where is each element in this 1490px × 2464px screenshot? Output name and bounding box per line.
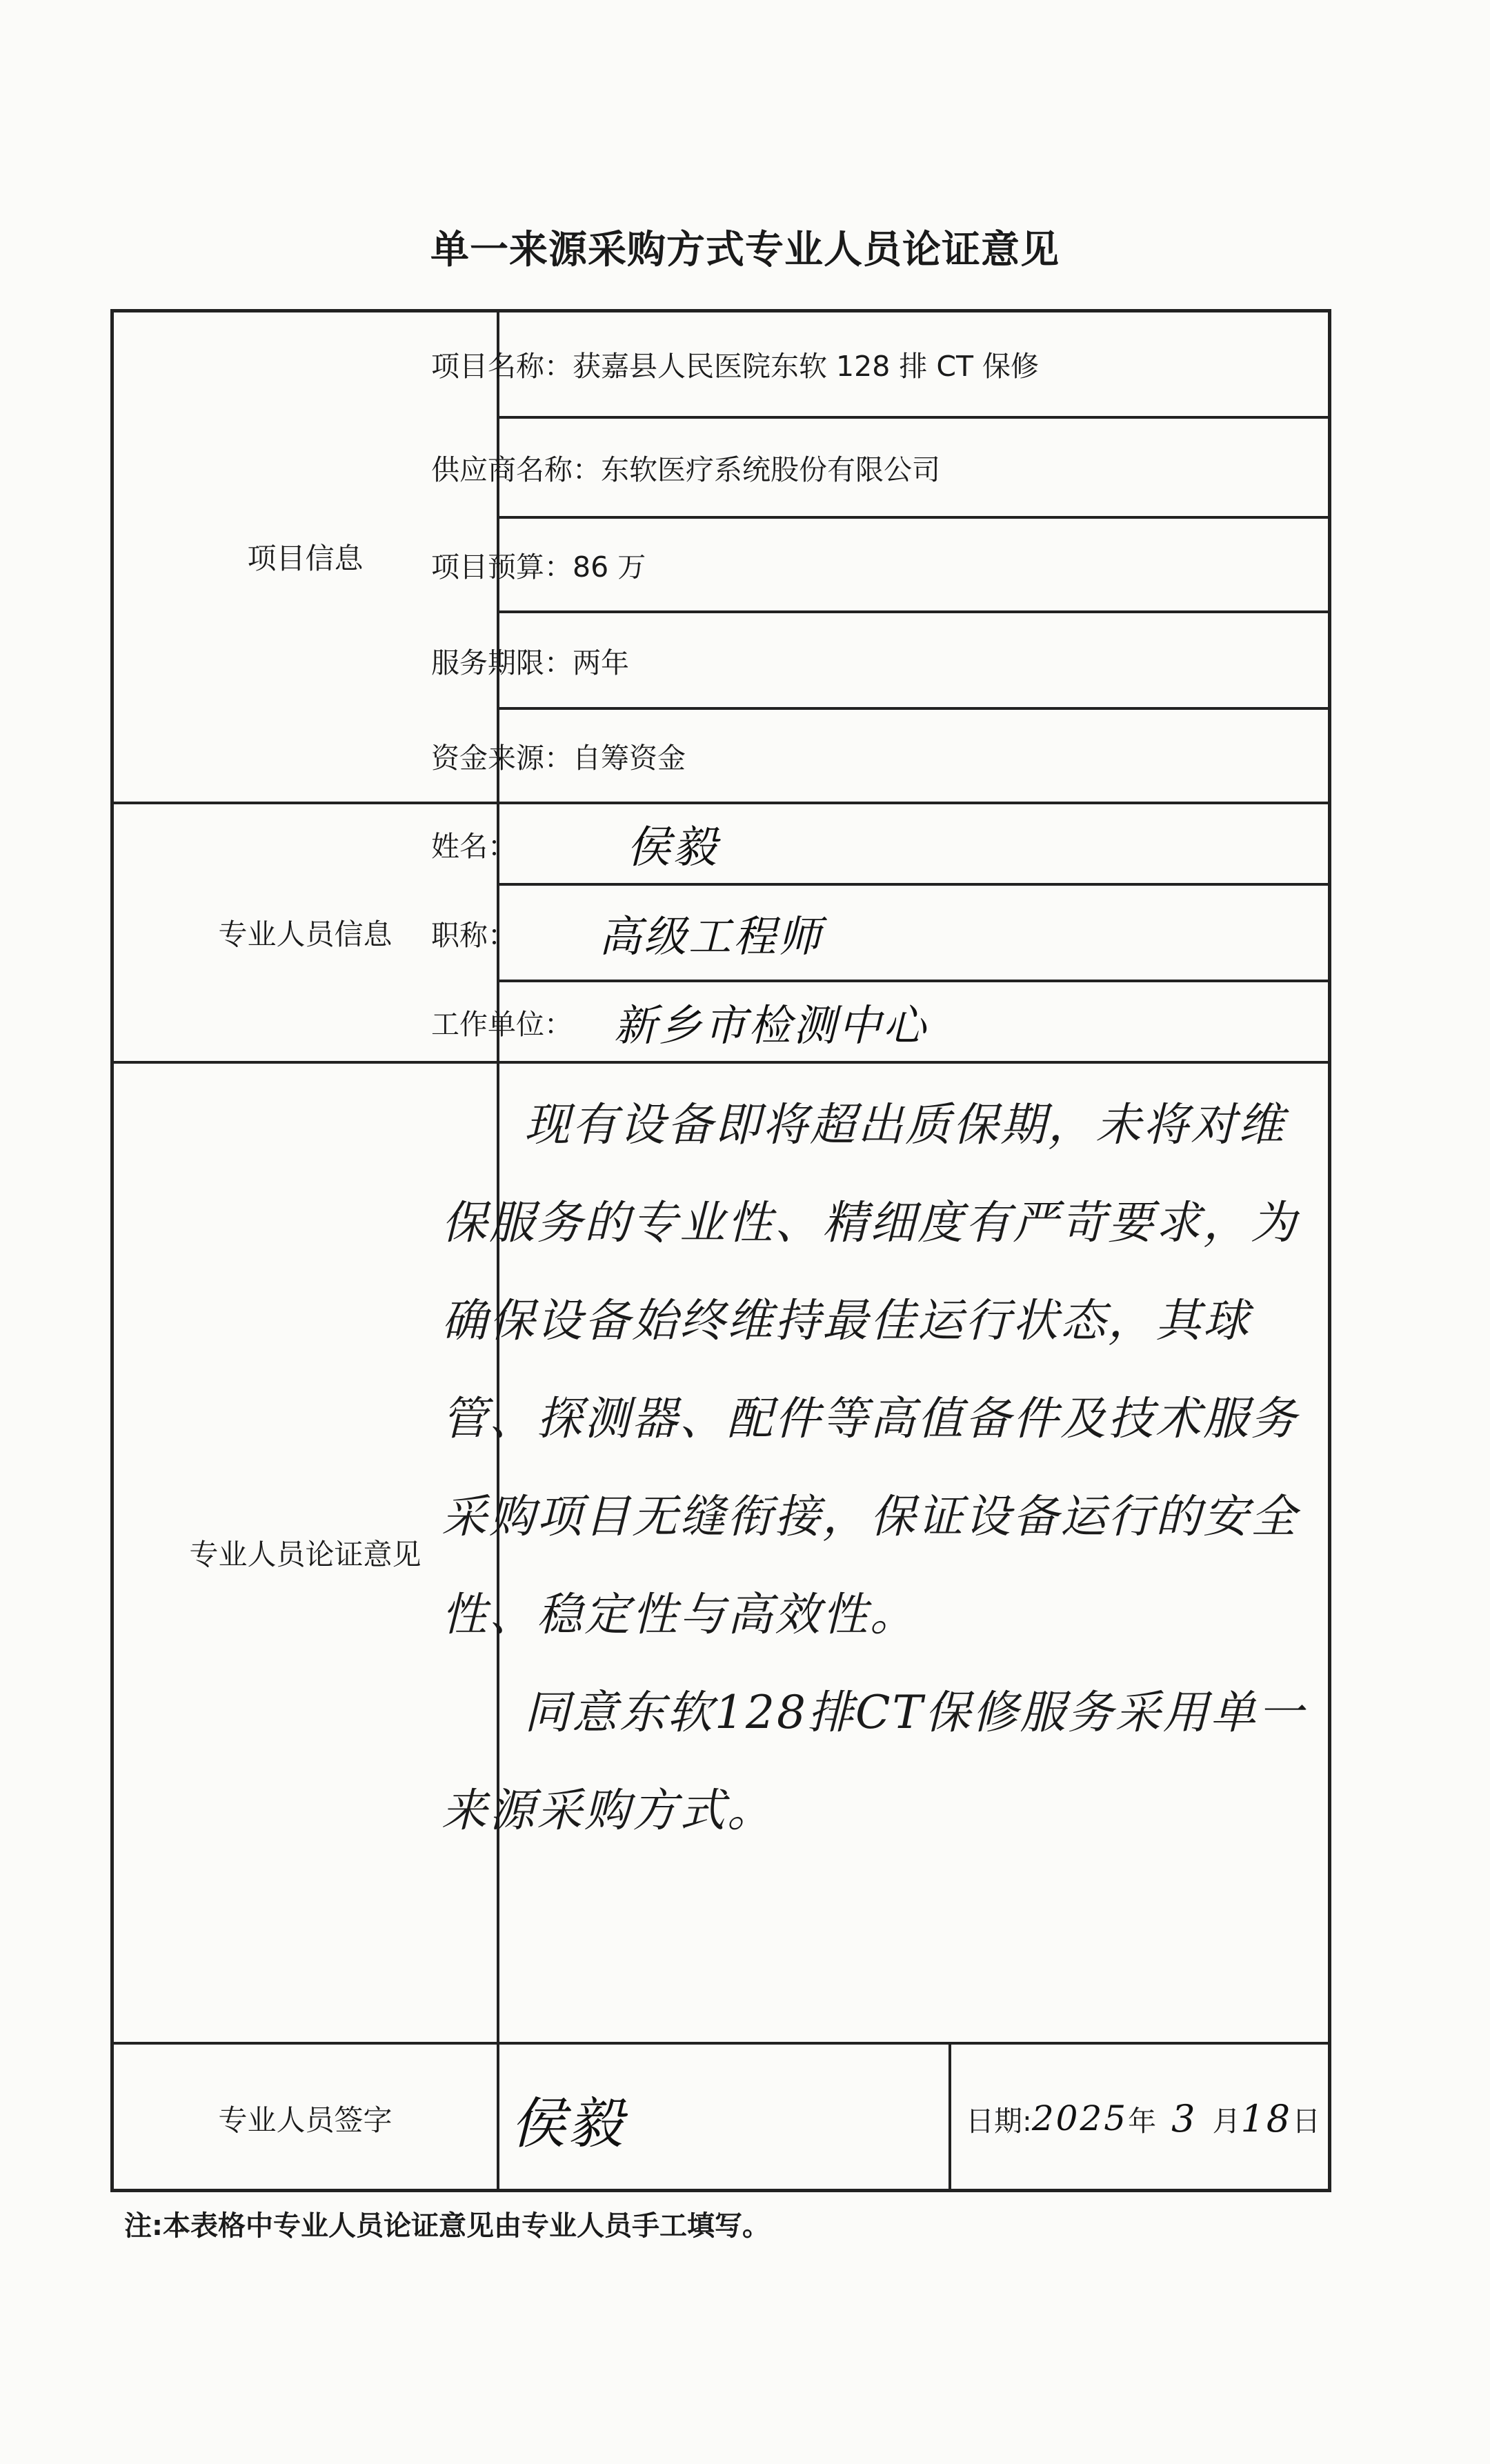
date-year: 2025 xyxy=(1031,2098,1129,2138)
date-day: 18 xyxy=(1240,2096,1293,2140)
footnote: 注:本表格中专业人员论证意见由专业人员手工填写。 xyxy=(124,2210,770,2242)
supplier-label: 供应商名称： xyxy=(431,453,601,486)
fund-source-field xyxy=(431,710,686,802)
fund-source-label: 资金来源： xyxy=(431,742,573,775)
section-label-expert-signature: 专业人员签字 xyxy=(218,2103,393,2137)
date-column-divider xyxy=(948,2042,951,2192)
section-label-expert-info: 专业人员信息 xyxy=(218,917,393,951)
service-period-value: 两年 xyxy=(573,646,629,679)
expert-signature-value: 侯毅 xyxy=(510,2091,625,2156)
expert-name-field xyxy=(431,804,1321,883)
opinion-paragraph-2: 同意东软128排CT保修服务采用单一来源采购方式。 xyxy=(441,1686,1306,1837)
date-year-unit: 年 xyxy=(1128,2104,1157,2138)
section-label-project-info: 项目信息 xyxy=(247,542,364,575)
project-name-label: 项目名称： xyxy=(431,350,573,383)
expert-name-value: 侯毅 xyxy=(626,822,719,873)
date-month: 3 xyxy=(1171,2096,1198,2140)
service-period-label: 服务期限： xyxy=(431,646,573,679)
document-title: 单一来源采购方式专业人员论证意见 xyxy=(430,227,1060,272)
supplier-field xyxy=(431,419,940,516)
date-label: 日期: xyxy=(966,2104,1032,2138)
service-period-field xyxy=(431,613,629,707)
date-month-unit: 月 xyxy=(1212,2104,1241,2138)
employer-label: 工作单位： xyxy=(431,1007,573,1041)
expert-name-label: 姓名： xyxy=(431,829,516,863)
opinion-paragraph-1: 现有设备即将超出质保期，未将对维保服务的专业性、精细度有严苛要求，为确保设备始终维持最佳运行状态，其球管、探测器、配件等高值备件及技术服务采购项目无缝衔接，保证设备运行的安全性、稳定性与高效性。 xyxy=(441,1098,1298,1641)
budget-value: 86 万 xyxy=(573,550,646,584)
project-name-field xyxy=(431,312,1039,416)
section-label-expert-opinion: 专业人员论证意见 xyxy=(189,1538,421,1571)
expert-opinion-text xyxy=(441,1076,1318,2056)
employer-field xyxy=(431,982,1321,1061)
expert-title-field xyxy=(431,886,1321,980)
budget-label: 项目预算： xyxy=(431,550,573,584)
date-field xyxy=(966,2045,1320,2192)
date-day-unit: 日 xyxy=(1292,2104,1321,2138)
budget-field xyxy=(431,519,646,610)
expert-title-label: 职称： xyxy=(431,918,516,952)
employer-value: 新乡市检测中心 xyxy=(614,1000,928,1051)
supplier-value: 东软医疗系统股份有限公司 xyxy=(601,453,940,486)
project-name-value: 获嘉县人民医院东软 128 排 CT 保修 xyxy=(573,350,1040,383)
expert-title-value: 高级工程师 xyxy=(599,911,824,962)
fund-source-value: 自筹资金 xyxy=(573,742,686,775)
